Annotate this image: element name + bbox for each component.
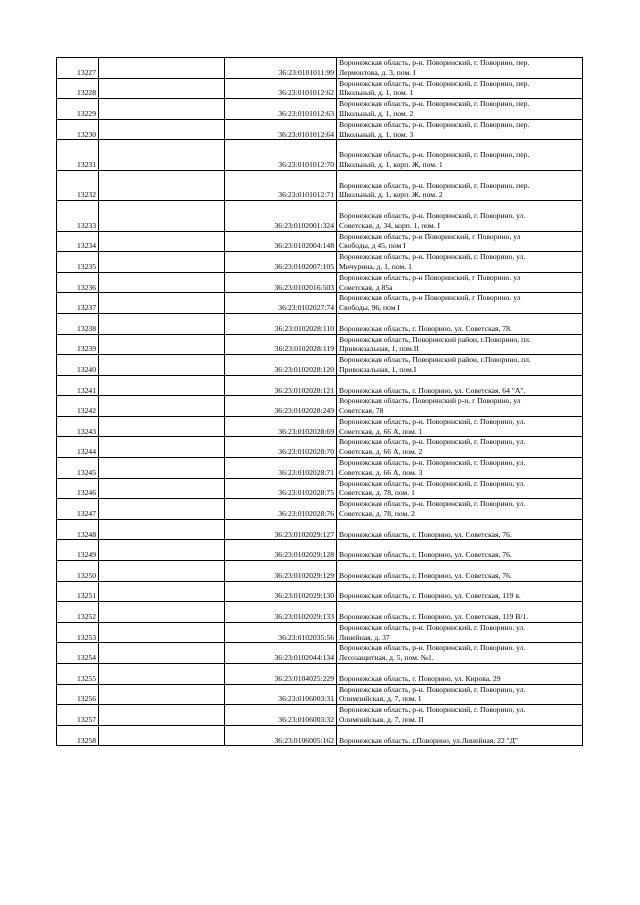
table-row xyxy=(57,581,583,602)
empty-cell xyxy=(99,231,225,252)
empty-cell xyxy=(99,664,225,685)
table-row xyxy=(57,375,583,396)
address-cell xyxy=(337,519,583,540)
table-row xyxy=(57,334,583,355)
row-number: 13256 xyxy=(57,684,99,705)
cadastral-number: 36:23:0101011:99 xyxy=(225,58,337,79)
row-number: 13228 xyxy=(57,78,99,99)
address-cell xyxy=(337,458,583,479)
row-number: 13251 xyxy=(57,581,99,602)
address-line: Воронежская область, р-н. Поворинский, г. Поворино, ул. xyxy=(339,705,526,715)
address-line xyxy=(339,201,580,211)
table-row xyxy=(57,416,583,437)
address-line: Воронежская область, р-н. Поворинский, г. Поворино, ул. xyxy=(339,210,526,220)
cadastral-number: 36:23:0106003:31 xyxy=(225,684,337,705)
address-line: Воронежская область, р-н. Поворинский, г. Поворино, ул. xyxy=(339,437,526,447)
address-line: Воронежская область, г. Поворино, ул. Кирова, 29 xyxy=(339,673,501,683)
table-row xyxy=(57,78,583,99)
address-line: Олимпийская, д. 7, пом. II xyxy=(339,715,424,724)
address-line: Воронежская область, р-н. Поворинский, г. Поворино, пер. xyxy=(339,180,530,190)
address-cell xyxy=(337,437,583,458)
cadastral-number: 36:23:0102035:56 xyxy=(225,622,337,643)
address-line: Воронежская область, Поворинский район, г.Поворино, пл. xyxy=(339,355,531,365)
row-number: 13239 xyxy=(57,334,99,355)
address-line: Воронежская область, р-н. Поворинский, г. Поворино, ул. xyxy=(339,684,526,694)
address-line: Воронежская область, г. Поворино, ул. Советская, 76. xyxy=(339,550,512,560)
address-cell xyxy=(337,231,583,252)
address-line: Советская, д. 66 А, пом. 2 xyxy=(339,447,423,457)
table-row xyxy=(57,561,583,582)
table-row xyxy=(57,602,583,623)
address-line: Школьный, д. 1, пом. 3 xyxy=(339,129,414,139)
empty-cell xyxy=(99,705,225,726)
row-number: 13257 xyxy=(57,705,99,726)
address-cell xyxy=(337,170,583,200)
cadastral-number: 36:23:0101012:70 xyxy=(225,140,337,170)
address-cell xyxy=(337,334,583,355)
table-row xyxy=(57,622,583,643)
address-line: Воронежская область, Поворинский р-н, г Поворино, ул xyxy=(339,396,521,406)
cadastral-number: 36:23:0102029:127 xyxy=(225,519,337,540)
table-row xyxy=(57,355,583,376)
cadastral-number: 36:23:0102007:105 xyxy=(225,252,337,273)
empty-cell xyxy=(99,140,225,170)
address-line: Советская, д 85а xyxy=(339,282,393,292)
cadastral-number: 36:23:0101012:62 xyxy=(225,78,337,99)
row-number: 13233 xyxy=(57,201,99,231)
row-number: 13254 xyxy=(57,643,99,664)
empty-cell xyxy=(99,478,225,499)
address-line: Воронежская область, р-н. Поворинский, г. Поворино, ул. xyxy=(339,499,526,509)
empty-cell xyxy=(99,540,225,561)
row-number: 13237 xyxy=(57,293,99,314)
empty-cell xyxy=(99,622,225,643)
address-line: Воронежская область, г. Поворино, ул. Советская. 64 "А". xyxy=(339,385,526,395)
cadastral-number: 36:23:0101012:64 xyxy=(225,119,337,140)
row-number: 13227 xyxy=(57,58,99,79)
empty-cell xyxy=(99,458,225,479)
table-row xyxy=(57,313,583,334)
address-line: Привокзальная, 1, пом.I xyxy=(339,364,417,374)
cadastral-number: 36:23:0102001:324 xyxy=(225,201,337,231)
cadastral-number: 36:23:0102029:133 xyxy=(225,602,337,623)
address-cell xyxy=(337,561,583,582)
row-number: 13232 xyxy=(57,170,99,200)
address-line: Воронежская область, г. Поворино, ул. Советская, 119 В/1. xyxy=(339,612,529,622)
address-cell xyxy=(337,684,583,705)
address-line: Советская, д. 78, пом. 1 xyxy=(339,488,415,498)
table-row xyxy=(57,540,583,561)
address-line xyxy=(339,171,580,181)
row-number: 13258 xyxy=(57,725,99,746)
cadastral-number: 36:23:0102028:119 xyxy=(225,334,337,355)
cadastral-number: 36:23:0102028:75 xyxy=(225,478,337,499)
table-row xyxy=(57,119,583,140)
empty-cell xyxy=(99,293,225,314)
table-row xyxy=(57,252,583,273)
empty-cell xyxy=(99,99,225,120)
address-line: Воронежская область, р-н. Поворинский, г. Поворино. ул. xyxy=(339,622,526,632)
empty-cell xyxy=(99,643,225,664)
address-cell xyxy=(337,78,583,99)
row-number: 13245 xyxy=(57,458,99,479)
row-number: 13242 xyxy=(57,396,99,417)
address-line: Воронежская область, р-н. Поворинский, г. Поворино, пер. xyxy=(339,78,530,88)
cadastral-number: 36:23:0102028:71 xyxy=(225,458,337,479)
empty-cell xyxy=(99,201,225,231)
cadastral-number: 36:23:0106005:162 xyxy=(225,725,337,746)
table-row xyxy=(57,272,583,293)
address-line: Школьный, д. 1, корп. Ж, пом. 1 xyxy=(339,159,443,169)
address-cell xyxy=(337,478,583,499)
table-row xyxy=(57,499,583,520)
empty-cell xyxy=(99,375,225,396)
row-number: 13249 xyxy=(57,540,99,561)
address-line: Школьный, д. 1, пом. 1 xyxy=(339,88,414,98)
table-row xyxy=(57,231,583,252)
row-number: 13230 xyxy=(57,119,99,140)
table-row xyxy=(57,170,583,200)
table-row xyxy=(57,725,583,746)
address-line: Воронежская область, р-н Поворинский, г Поворино. ул xyxy=(339,272,521,282)
address-cell xyxy=(337,725,583,746)
address-cell xyxy=(337,119,583,140)
empty-cell xyxy=(99,602,225,623)
cadastral-number: 36:23:0102028:110 xyxy=(225,313,337,334)
row-number: 13235 xyxy=(57,252,99,273)
cadastral-number: 36:23:0102028:120 xyxy=(225,355,337,376)
empty-cell xyxy=(99,313,225,334)
registry-table xyxy=(56,57,583,746)
empty-cell xyxy=(99,355,225,376)
address-cell xyxy=(337,581,583,602)
table-row xyxy=(57,201,583,231)
cadastral-number: 36:23:0102004:148 xyxy=(225,231,337,252)
empty-cell xyxy=(99,119,225,140)
address-line: Воронежская область, р-н. Поворинский, г. Поворино, пер. xyxy=(339,150,530,160)
address-cell xyxy=(337,416,583,437)
row-number: 13246 xyxy=(57,478,99,499)
address-cell xyxy=(337,140,583,170)
cadastral-number: 36:23:0106003:32 xyxy=(225,705,337,726)
table-row xyxy=(57,293,583,314)
table-row xyxy=(57,705,583,726)
row-number: 13234 xyxy=(57,231,99,252)
cadastral-number: 36:23:0102029:128 xyxy=(225,540,337,561)
address-cell xyxy=(337,58,583,79)
row-number: 13252 xyxy=(57,602,99,623)
address-line: Воронежская область, р-н. Поворинский, г. Поворино, ул. xyxy=(339,416,526,426)
empty-cell xyxy=(99,684,225,705)
address-cell xyxy=(337,622,583,643)
address-cell xyxy=(337,499,583,520)
registry-body xyxy=(57,58,583,746)
empty-cell xyxy=(99,58,225,79)
row-number: 13238 xyxy=(57,313,99,334)
empty-cell xyxy=(99,252,225,273)
address-line: Воронежская область, р-н Поворинский, г Поворино, ул xyxy=(339,231,521,241)
address-line: Советская, д. 34, корп. 1, пом. I xyxy=(339,220,441,230)
address-line: Школьный, д. 1, корп. Ж, пом. 2 xyxy=(339,190,443,200)
address-line: Советская, д. 66 А, пом. 3 xyxy=(339,467,423,477)
address-line: Воронежская область, р-н. Поворинский, г. Поворино, пер. xyxy=(339,58,530,67)
empty-cell xyxy=(99,78,225,99)
cadastral-number: 36:23:0102028:249 xyxy=(225,396,337,417)
table-row xyxy=(57,664,583,685)
address-line: Воронежская область, р-н. Поворинский, г. Поворино, пер. xyxy=(339,99,530,109)
address-line: Воронежская область, г. Поворино, ул. Советская, 76. xyxy=(339,529,512,539)
table-row xyxy=(57,396,583,417)
empty-cell xyxy=(99,437,225,458)
table-row xyxy=(57,478,583,499)
address-line xyxy=(339,520,580,530)
table-row xyxy=(57,519,583,540)
cadastral-number: 36:23:0102029:129 xyxy=(225,561,337,582)
address-line xyxy=(339,140,580,150)
cadastral-number: 36:23:0102027:74 xyxy=(225,293,337,314)
empty-cell xyxy=(99,725,225,746)
address-line: Свободы, д 45, пом I xyxy=(339,241,406,251)
cadastral-number: 36:23:0102028:121 xyxy=(225,375,337,396)
empty-cell xyxy=(99,396,225,417)
address-line: Олимпийская, д. 7, пом. I xyxy=(339,694,422,704)
empty-cell xyxy=(99,334,225,355)
address-line: Воронежская область, г. Поворино, ул. Советская, 76. xyxy=(339,570,512,580)
row-number: 13255 xyxy=(57,664,99,685)
table-row xyxy=(57,437,583,458)
table-row xyxy=(57,684,583,705)
empty-cell xyxy=(99,416,225,437)
address-cell xyxy=(337,643,583,664)
row-number: 13247 xyxy=(57,499,99,520)
address-line: Советская, д. 78, пом. 2 xyxy=(339,509,415,519)
address-line: Свободы, 96, пом I xyxy=(339,303,400,313)
address-line: Школьный, д. 1, пом. 2 xyxy=(339,108,414,118)
empty-cell xyxy=(99,561,225,582)
address-line: Воронежская область, р-н. Поворинский, г. Поворино, ул. xyxy=(339,478,526,488)
row-number: 13241 xyxy=(57,375,99,396)
cadastral-number: 36:23:0102016:503 xyxy=(225,272,337,293)
address-line xyxy=(339,561,580,571)
empty-cell xyxy=(99,581,225,602)
address-cell xyxy=(337,313,583,334)
cadastral-number: 36:23:0102028:76 xyxy=(225,499,337,520)
address-line: Воронежская область, р-н Поворинский, г Поворино. ул xyxy=(339,293,521,303)
cadastral-number: 36:23:0101012:71 xyxy=(225,170,337,200)
address-cell xyxy=(337,272,583,293)
address-line: Воронежская область, р-н. Поворинский, г. Поворино, ул. xyxy=(339,252,526,262)
address-cell xyxy=(337,201,583,231)
address-line: Воронежская область, р-н. Поворинский, г. Поворино, пер. xyxy=(339,119,530,129)
address-line xyxy=(339,540,580,550)
address-line xyxy=(339,582,580,592)
cadastral-number: 36:23:0101012:63 xyxy=(225,99,337,120)
empty-cell xyxy=(99,519,225,540)
address-line: Воронежская область, г. Поворино, ул. Советская, 78. xyxy=(339,323,512,333)
address-line: Воронежская область. г.Поворино, ул.Линейная, 22 "Д" xyxy=(339,735,519,745)
table-row xyxy=(57,643,583,664)
address-line: Воронежская область, р-н. Поворинский, г. Поворино, ул. xyxy=(339,458,526,468)
cadastral-number: 36:23:0102028:70 xyxy=(225,437,337,458)
address-cell xyxy=(337,293,583,314)
table-row xyxy=(57,458,583,479)
row-number: 13248 xyxy=(57,519,99,540)
row-number: 13253 xyxy=(57,622,99,643)
address-line: Советская, 78 xyxy=(339,406,384,416)
address-cell xyxy=(337,664,583,685)
row-number: 13231 xyxy=(57,140,99,170)
address-line xyxy=(339,314,580,324)
address-cell xyxy=(337,252,583,273)
address-cell xyxy=(337,602,583,623)
row-number: 13243 xyxy=(57,416,99,437)
address-line: Лермонтова, д. 3, пом. I xyxy=(339,67,416,77)
address-cell xyxy=(337,540,583,561)
address-line: Лесозащитная, д. 5, пом. №1. xyxy=(339,653,434,663)
row-number: 13240 xyxy=(57,355,99,376)
address-line xyxy=(339,664,580,674)
address-line: Линейная, д. 37 xyxy=(339,632,390,642)
empty-cell xyxy=(99,499,225,520)
row-number: 13229 xyxy=(57,99,99,120)
empty-cell xyxy=(99,272,225,293)
address-line: Мичурина, д. 1, пом. 1 xyxy=(339,261,412,271)
table-row xyxy=(57,58,583,79)
row-number: 13244 xyxy=(57,437,99,458)
row-number: 13236 xyxy=(57,272,99,293)
row-number: 13250 xyxy=(57,561,99,582)
address-line xyxy=(339,602,580,612)
address-line xyxy=(339,726,580,736)
table-row xyxy=(57,99,583,120)
empty-cell xyxy=(99,170,225,200)
cadastral-number: 36:23:0102029:130 xyxy=(225,581,337,602)
cadastral-number: 36:23:0102044:134 xyxy=(225,643,337,664)
address-cell xyxy=(337,355,583,376)
address-line: Воронежская область, г. Поворино, ул. Советская, 119 в. xyxy=(339,591,521,601)
address-line xyxy=(339,376,580,386)
cadastral-number: 36:23:0104025:229 xyxy=(225,664,337,685)
cadastral-number: 36:23:0102028:69 xyxy=(225,416,337,437)
table-row xyxy=(57,140,583,170)
address-cell xyxy=(337,705,583,726)
address-cell xyxy=(337,375,583,396)
address-line: Воронежская область, р-н. Поворинский, г. Поворино. ул. xyxy=(339,643,526,653)
address-line: Привокзальная, 1, пом.II xyxy=(339,344,419,354)
address-line: Воронежская область, Поворинский район, г.Поворино, пл. xyxy=(339,334,531,344)
address-line: Советская, д. 66 А, пом. 1 xyxy=(339,426,423,436)
address-cell xyxy=(337,396,583,417)
address-cell xyxy=(337,99,583,120)
